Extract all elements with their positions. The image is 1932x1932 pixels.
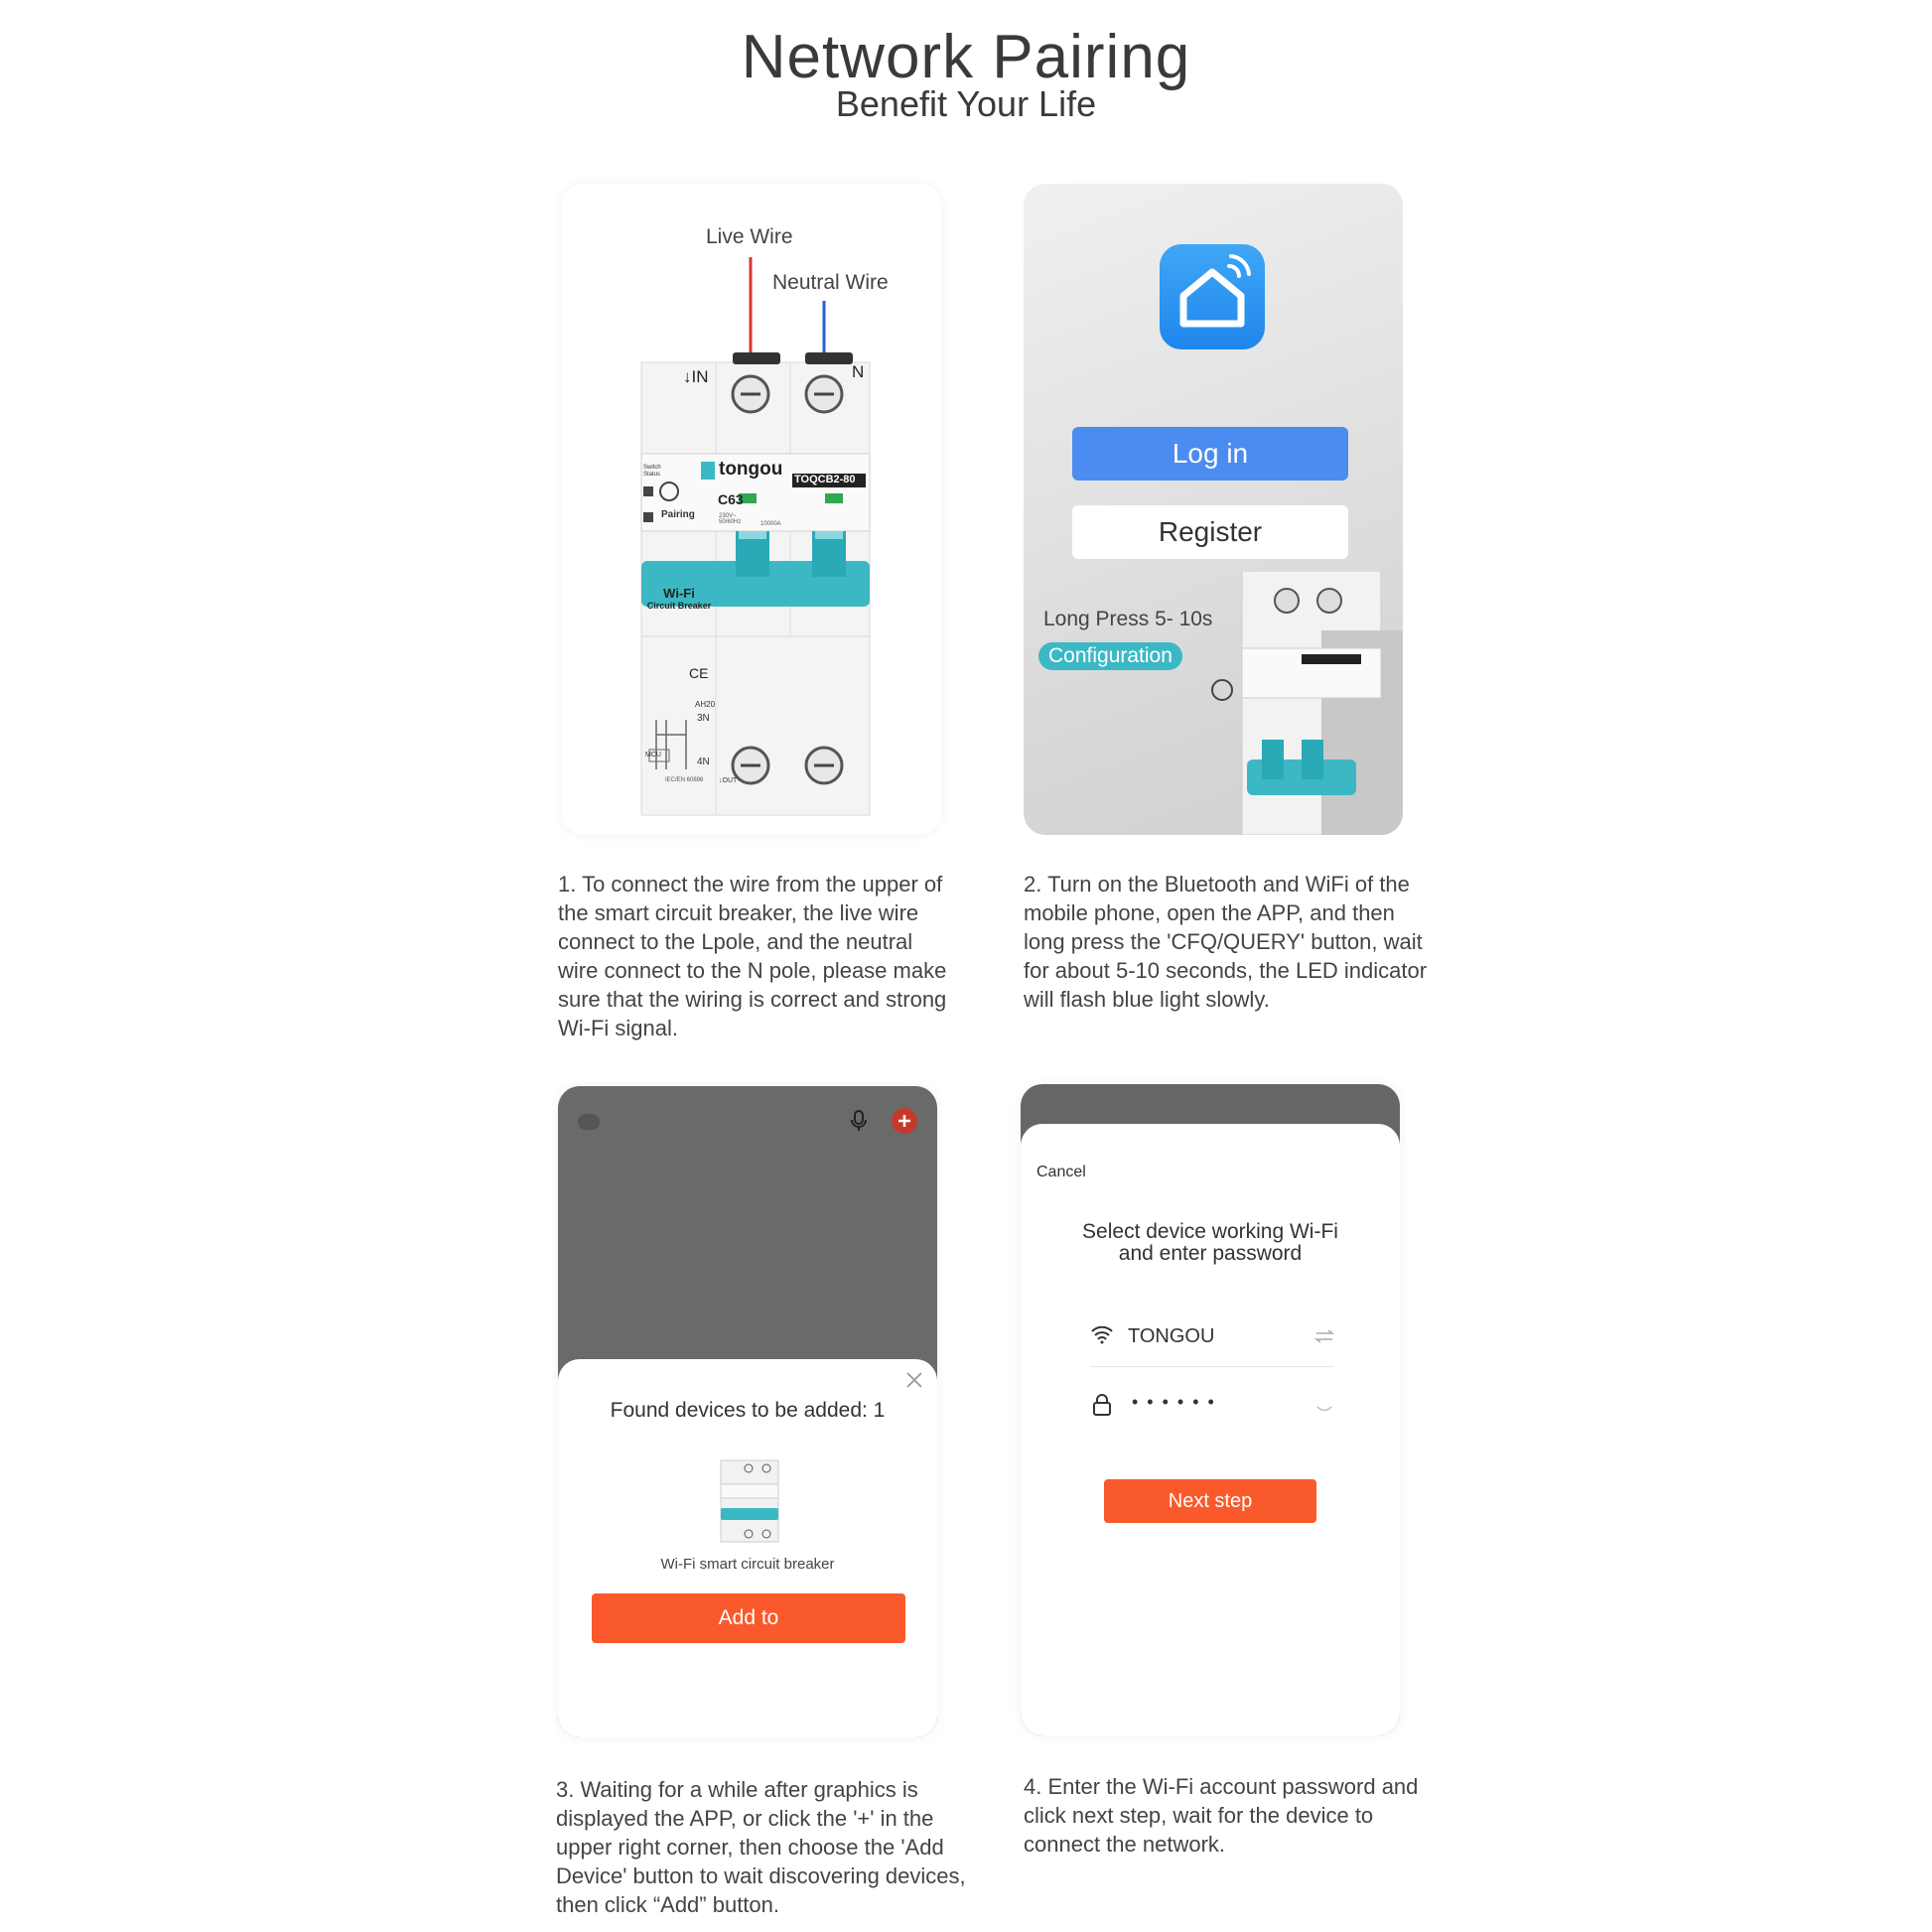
lock-icon <box>1092 1394 1112 1416</box>
wifi-heading <box>1021 1221 1400 1265</box>
terminal-4n-label: 4N <box>697 757 710 767</box>
spec2-label: 10000A <box>760 521 781 527</box>
product-name-label: Wi-Fi <box>663 586 695 601</box>
step3-description: 3. Waiting for a while after graphics is displayed the APP, or click the '+' in the upper right corner, then choose the 'Add Device' button to wait discovering devices, then click “Add” button. <box>556 1777 966 1917</box>
device-thumbnail <box>719 1458 780 1544</box>
step2-card <box>1024 184 1403 835</box>
found-devices-label: Found devices to be added: 1 <box>610 1399 886 1422</box>
long-press-label: Long Press 5- 10s <box>1043 608 1213 630</box>
configuration-badge: Configuration <box>1038 642 1182 670</box>
pairing-label: Pairing <box>661 509 695 520</box>
product-sub-label: Circuit Breaker <box>646 601 712 611</box>
ah20-label: AH20 <box>695 700 716 709</box>
page-subtitle: Benefit Your Life <box>835 83 1097 124</box>
wifi-name-field[interactable]: TONGOU <box>1128 1325 1215 1347</box>
switch-network-icon[interactable] <box>1314 1328 1334 1344</box>
standard-label: IEC/EN 60898 <box>665 777 704 783</box>
brand-label: tongou <box>719 459 783 480</box>
field-divider <box>1090 1366 1334 1367</box>
terminal-3n-label: 3N <box>697 713 710 724</box>
avatar-icon[interactable] <box>578 1114 600 1130</box>
show-password-icon[interactable] <box>1316 1402 1332 1412</box>
next-step-button[interactable]: Next step <box>1104 1479 1316 1523</box>
wifi-heading-line1: Select device working Wi-Fi <box>1082 1220 1338 1243</box>
microphone-icon[interactable] <box>846 1108 872 1134</box>
breaker-thumbnail-illustration <box>1202 571 1403 835</box>
switch-status-label: Switch Status <box>643 465 661 478</box>
neutral-wire-label: Neutral Wire <box>772 271 889 294</box>
circuit-breaker-illustration <box>562 184 941 835</box>
wifi-heading-line2: and enter password <box>1118 1242 1303 1265</box>
n-label: N <box>852 362 865 381</box>
found-devices-sheet <box>558 1359 937 1737</box>
add-to-button[interactable]: Add to <box>592 1593 905 1643</box>
step1-card <box>562 184 941 835</box>
spec1-label: 230V~ 50/60Hz <box>719 513 742 525</box>
login-button[interactable]: Log in <box>1072 427 1348 481</box>
step3-card <box>558 1086 937 1737</box>
page-title: Network Pairing <box>741 23 1191 91</box>
cancel-button[interactable]: Cancel <box>1036 1164 1086 1180</box>
out-label: ↓OUT <box>719 777 738 784</box>
register-button[interactable]: Register <box>1072 505 1348 559</box>
in-label: ↓IN <box>683 367 709 386</box>
mcu-label: MCU <box>645 752 661 759</box>
wifi-password-sheet <box>1021 1124 1400 1735</box>
close-icon[interactable] <box>905 1371 923 1389</box>
device-name-label: Wi-Fi smart circuit breaker <box>660 1556 835 1573</box>
step4-description: 4. Enter the Wi-Fi account password and click next step, wait for the device to connect the network. <box>1024 1774 1419 1857</box>
live-wire-label: Live Wire <box>706 225 793 248</box>
rating-label: C63 <box>718 491 744 507</box>
password-field[interactable]: • • • • • • <box>1132 1392 1216 1412</box>
step1-description: 1. To connect the wire from the upper of the smart circuit breaker, the live wire connect to the Lpole, and the neutral wire connect to the N pole, please make sure that the wiring is correct and strong Wi-Fi signal. <box>558 872 947 1040</box>
step2-description: 2. Turn on the Bluetooth and WiFi of the mobile phone, open the APP, and then long press the 'CFQ/QUERY' button, wait for about 5-10 seconds, the LED indicator will flash blue light slowly. <box>1024 872 1428 1012</box>
smart-life-app-icon <box>1160 244 1265 349</box>
wifi-icon <box>1090 1324 1114 1344</box>
ce-mark: CE <box>689 665 709 681</box>
step4-card <box>1021 1084 1400 1735</box>
model-label: TOQCB2-80 <box>794 474 856 485</box>
add-device-plus-icon[interactable] <box>892 1108 917 1134</box>
